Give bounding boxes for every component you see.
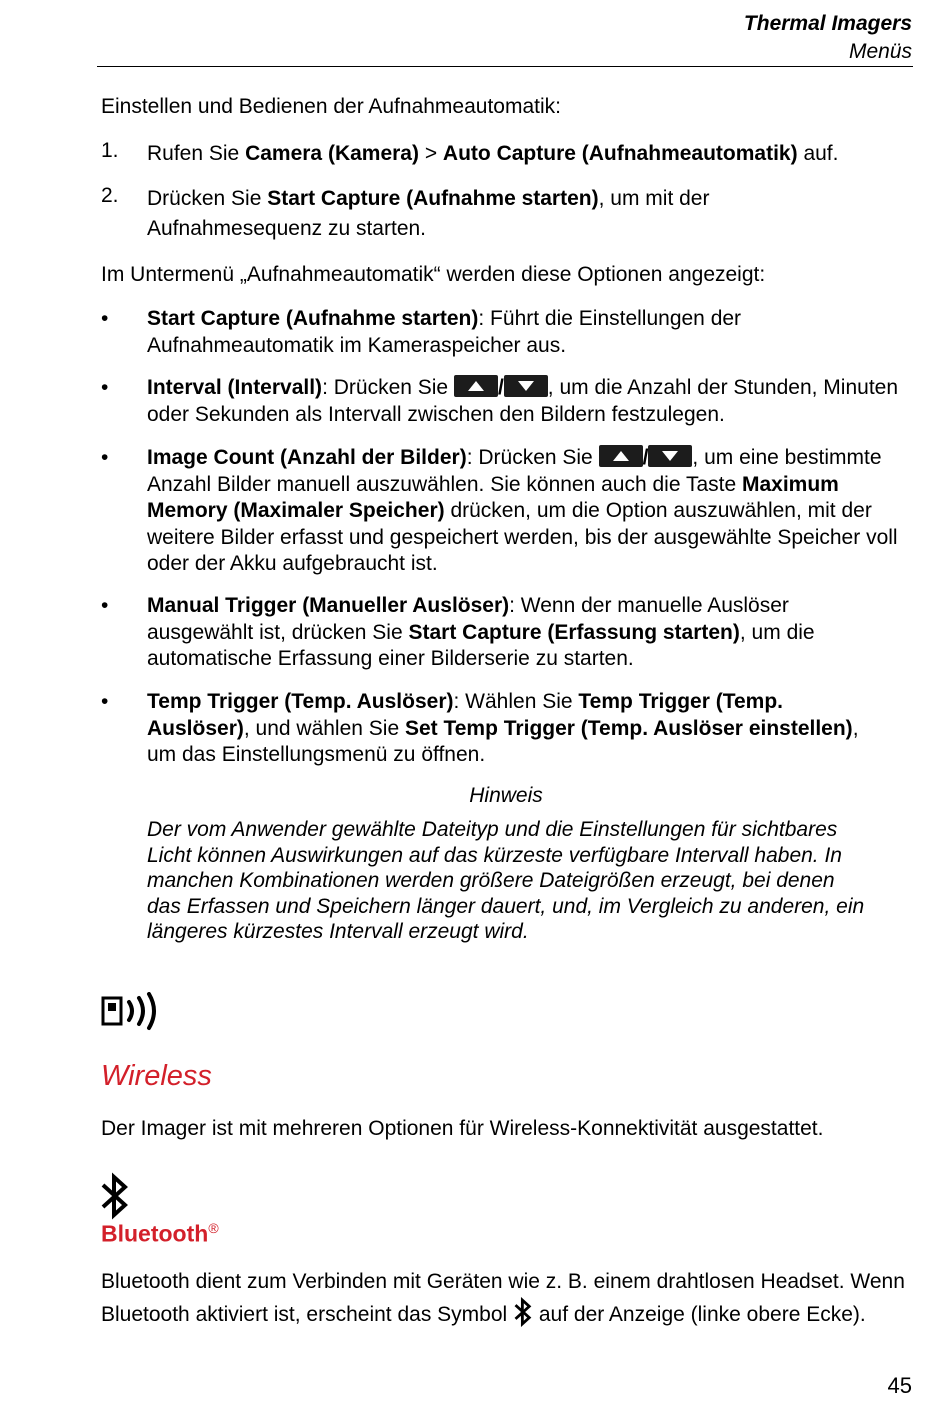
bluetooth-icon (513, 1297, 533, 1336)
bullet-dot: • (101, 376, 109, 399)
up-arrow-key-icon (454, 375, 498, 397)
step-number: 2. (101, 184, 119, 207)
registered-mark: ® (208, 1220, 219, 1236)
bluetooth-icon (100, 1172, 130, 1226)
note-text: Der vom Anwender gewählte Dateityp und die Einstellungen für sichtbares Licht können Auswirkungen auf das kürzeste verfügbare Intervall haben. In manchen Kombinationen werden größere Dateigrößen erzeugt, bei denen das Erfassen und Speichern länger dauert, und, im Vergleich zu anderen, ein längeres kürzestes Intervall erzeugt wird. (147, 818, 865, 944)
intro-text: Einstellen und Bedienen der Aufnahmeautomatik: (101, 95, 561, 118)
wireless-card-icon (100, 992, 164, 1038)
up-arrow-key-icon (599, 445, 643, 467)
step-number: 1. (101, 139, 119, 162)
bullet-dot: • (101, 594, 109, 617)
down-arrow-key-icon (648, 445, 692, 467)
submenu-intro: Im Untermenü „Aufnahmeautomatik“ werden diese Optionen angezeigt: (101, 263, 766, 286)
bluetooth-text: Bluetooth dient zum Verbinden mit Geräten wie z. B. einem drahtlosen Headset. Wenn Bluetooth aktiviert ist, erscheint das Symbol auf der Anzeige (linke obere Ecke). (101, 1266, 911, 1336)
bullet-dot: • (101, 307, 109, 330)
bullet-text: Interval (Intervall): Drücken Sie / , um die Anzahl der Stunden, Minuten oder Sekunden als Intervall zwischen den Bildern festzulegen. (147, 376, 899, 426)
bullet-dot: • (101, 690, 109, 713)
header-divider (97, 66, 913, 67)
step-text: Drücken Sie Start Capture (Aufnahme starten), um mit der Aufnahmesequenz zu starten. (147, 187, 710, 240)
header-section: Menüs (848, 40, 912, 63)
bullet-dot: • (101, 446, 109, 469)
bullet-text: Start Capture (Aufnahme starten): Führt die Einstellungen der Aufnahmeautomatik im Kameraspeicher aus. (147, 307, 742, 357)
down-arrow-key-icon (504, 375, 548, 397)
bullet-text: Manual Trigger (Manueller Auslöser): Wenn der manuelle Auslöser ausgewählt ist, drücken Sie Start Capture (Erfassung starten), um die automatische Erfassung einer Bilderserie zu starten. (147, 594, 815, 670)
bluetooth-heading: Bluetooth® (101, 1220, 219, 1247)
step-text: Rufen Sie Camera (Kamera) > Auto Capture (Aufnahmeautomatik) auf. (147, 142, 839, 165)
bullet-text: Temp Trigger (Temp. Auslöser): Wählen Sie Temp Trigger (Temp. Auslöser), und wählen Sie Set Temp Trigger (Temp. Auslöser einstellen), um das Einstellungsmenü zu öffnen. (147, 690, 859, 766)
wireless-text: Der Imager ist mit mehreren Optionen für Wireless-Konnektivität ausgestattet. (101, 1117, 824, 1140)
note-title: Hinweis (469, 784, 543, 807)
bullet-text: Image Count (Anzahl der Bilder): Drücken Sie / , um eine bestimmte Anzahl Bilder manuell auszuwählen. Sie können auch die Taste Maximum Memory (Maximaler Speicher) drücken, um die Option auszuwählen, mit der weitere Bilder erfasst und gespeichert werden, bis der ausgewählte Speicher voll oder der Akku aufgebraucht ist. (147, 446, 898, 575)
header-title: Thermal Imagers (743, 12, 912, 35)
wireless-heading: Wireless (101, 1060, 212, 1092)
page-number: 45 (887, 1373, 912, 1398)
